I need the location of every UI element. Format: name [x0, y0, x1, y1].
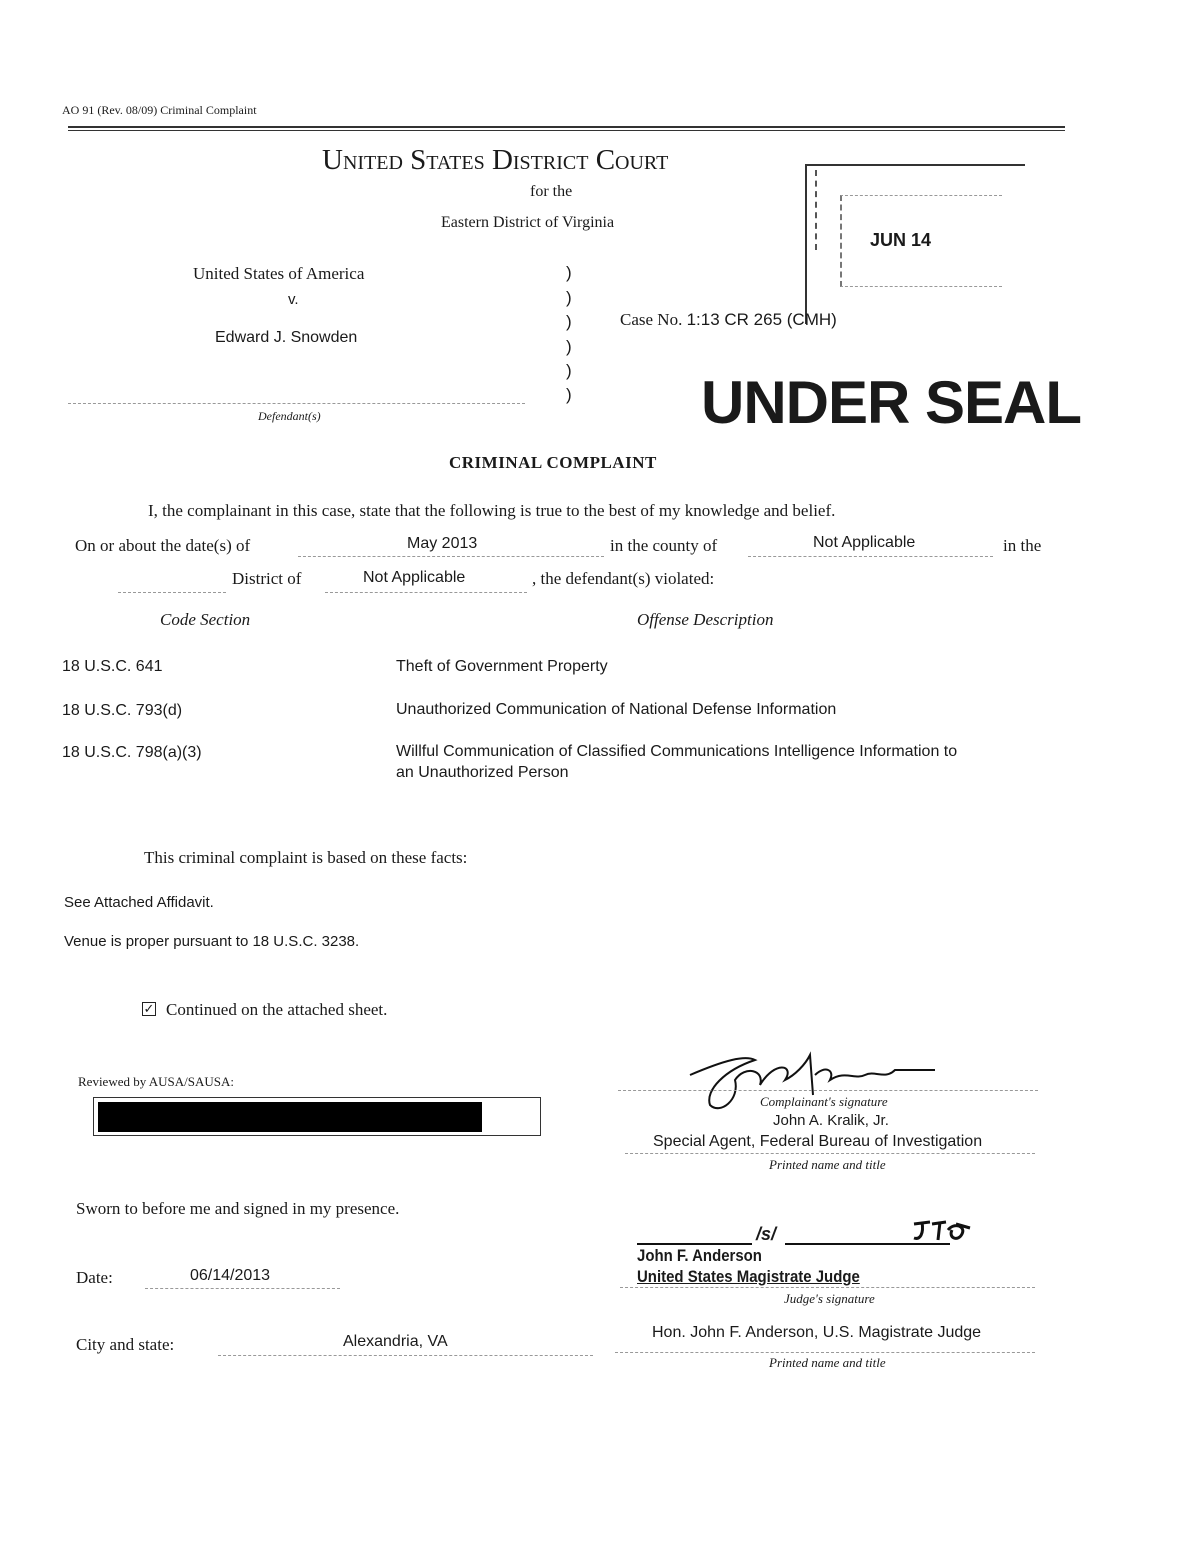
continued-checkbox[interactable]: ✓ [143, 1001, 155, 1016]
under-seal: UNDER SEAL [701, 369, 1082, 436]
redaction-bar [98, 1102, 482, 1132]
form-id: AO 91 (Rev. 08/09) Criminal Complaint [62, 103, 257, 117]
sworn-statement: Sworn to before me and signed in my presence. [76, 1199, 400, 1218]
filed-stamp [805, 160, 1045, 300]
district-label: District of [232, 569, 302, 588]
defendant-line [68, 403, 525, 404]
date-value: 06/14/2013 [190, 1267, 271, 1284]
reviewer-box [93, 1097, 541, 1136]
plaintiff: United States of America [193, 264, 365, 283]
facts-line: See Attached Affidavit. [64, 894, 214, 911]
court-district: Eastern District of Virginia [441, 214, 615, 231]
offense-code: 18 U.S.C. 793(d) [62, 702, 183, 719]
case-no-value: 1:13 CR 265 (CMH) [686, 310, 837, 329]
judge-printed-label: Printed name and title [769, 1355, 886, 1370]
code-header: Code Section [160, 610, 251, 629]
offense-date: May 2013 [407, 535, 478, 552]
judge-title: United States Magistrate Judge [637, 1267, 860, 1286]
date-label: Date: [76, 1268, 113, 1287]
continued-label: Continued on the attached sheet. [166, 1000, 388, 1019]
desc-header: Offense Description [637, 610, 774, 629]
offense-code: 18 U.S.C. 641 [62, 658, 163, 675]
violated: , the defendant(s) violated: [532, 569, 715, 588]
statement: I, the complainant in this case, state that the following is true to the best of my knowledge and belief. [148, 501, 836, 520]
city-value: Alexandria, VA [343, 1333, 448, 1350]
case-no-label: Case No. [620, 310, 683, 329]
judge-sig-label: Judge's signature [784, 1291, 875, 1306]
judge-name: John F. Anderson [637, 1246, 762, 1265]
county-value: Not Applicable [813, 534, 916, 551]
court-title: United States District Court [322, 144, 669, 176]
facts-intro: This criminal complaint is based on these facts: [144, 848, 468, 867]
stamp-date: JUN 14 [870, 230, 932, 250]
reviewed-by-label: Reviewed by AUSA/SAUSA: [78, 1074, 235, 1089]
complainant-sig-label: Complainant's signature [760, 1094, 888, 1109]
city-label: City and state: [76, 1335, 175, 1354]
complainant-name: John A. Kralik, Jr. [773, 1112, 889, 1129]
case-number [620, 310, 837, 330]
defendant-name: Edward J. Snowden [215, 329, 358, 346]
facts-line: Venue is proper pursuant to 18 U.S.C. 3238. [64, 933, 360, 950]
offense-desc: Willful Communication of Classified Communications Intelligence Information to [396, 743, 958, 760]
county-label: in the county of [610, 536, 718, 555]
heading: CRIMINAL COMPLAINT [449, 453, 657, 472]
complainant-title: Special Agent, Federal Bureau of Investigation [653, 1133, 983, 1150]
for-the: for the [530, 183, 573, 200]
district-value: Not Applicable [363, 569, 466, 586]
defendant-label: Defendant(s) [258, 409, 321, 423]
offense-desc: Theft of Government Property [396, 658, 608, 675]
versus: v. [288, 291, 299, 308]
date-prefix: On or about the date(s) of [75, 536, 251, 555]
judge-initials [910, 1218, 972, 1246]
offense-desc-cont: an Unauthorized Person [396, 764, 569, 781]
complainant-printed-label: Printed name and title [769, 1157, 886, 1172]
header-rule [68, 126, 1065, 131]
in-the: in the [1003, 536, 1042, 555]
offense-code: 18 U.S.C. 798(a)(3) [62, 744, 202, 761]
offense-desc: Unauthorized Communication of National Defense Information [396, 701, 837, 718]
judge-printed-name: Hon. John F. Anderson, U.S. Magistrate Judge [652, 1324, 982, 1341]
judge-s-mark: /s/ [756, 1224, 777, 1244]
